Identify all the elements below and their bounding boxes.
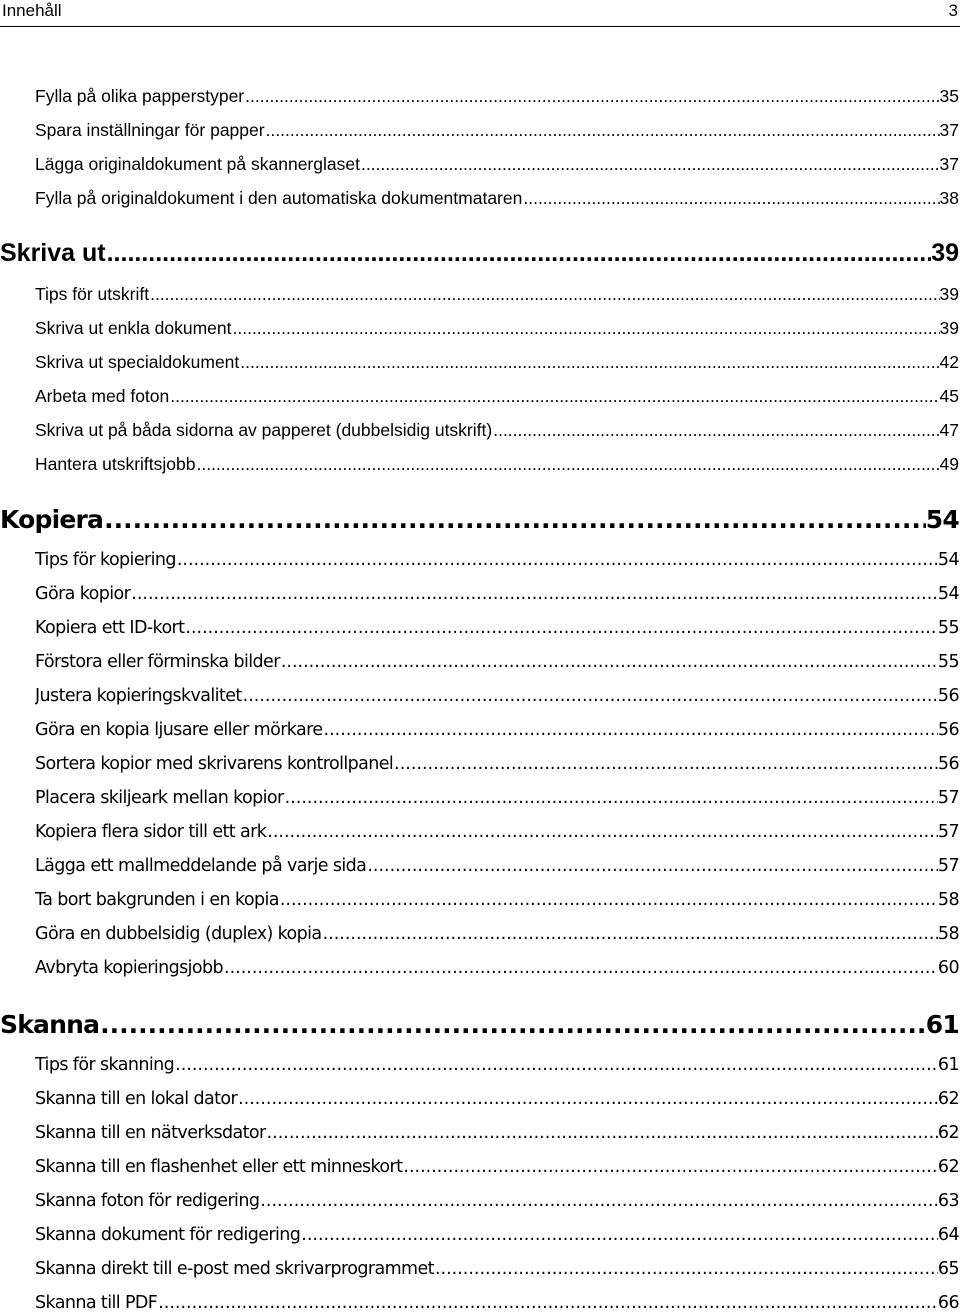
- toc-entry[interactable]: [35, 615, 959, 641]
- toc-entry[interactable]: [35, 185, 959, 211]
- toc-entry-page: 63: [937, 1191, 959, 1211]
- toc-entry[interactable]: [35, 1086, 959, 1112]
- toc-entry[interactable]: [35, 1256, 959, 1282]
- toc-entry-title: Avbryta kopieringsjobb: [35, 958, 224, 978]
- toc-chapter[interactable]: [0, 503, 959, 537]
- toc-entry-title: Arbeta med foton: [35, 386, 170, 406]
- toc-entry[interactable]: [35, 1120, 959, 1146]
- dot-leader: [169, 383, 939, 409]
- dot-leader: [149, 281, 939, 307]
- dot-leader: [360, 151, 940, 177]
- header-title: Innehåll: [2, 1, 62, 20]
- toc-entry-page: 60: [937, 958, 959, 978]
- dot-leader: [223, 955, 938, 981]
- toc-entry[interactable]: [35, 751, 959, 777]
- toc-entry[interactable]: [35, 683, 959, 709]
- toc-entry[interactable]: [35, 581, 959, 607]
- page-header: [0, 0, 960, 27]
- toc-entry-page: 57: [937, 788, 959, 808]
- toc-entry[interactable]: [35, 887, 959, 913]
- toc-entry-title: Hantera utskriftsjobb: [35, 454, 196, 474]
- dot-leader: [434, 1256, 938, 1282]
- dot-leader: [322, 921, 938, 947]
- toc-entry[interactable]: [35, 785, 959, 811]
- toc-entry-title: Fylla på olika papperstyper: [35, 86, 245, 106]
- toc-entry[interactable]: [35, 383, 959, 409]
- toc-entry-title: Spara inställningar för papper: [35, 120, 265, 140]
- toc-entry-title: Skanna direkt till e-post med skrivarprogrammet: [35, 1259, 434, 1279]
- toc-entry-title: Skanna dokument för redigering: [35, 1225, 301, 1245]
- dot-leader: [280, 649, 938, 675]
- toc-entry-title: Kopiera flera sidor till ett ark: [35, 822, 267, 842]
- toc-entry-title: Sortera kopior med skrivarens kontrollpanel: [35, 754, 394, 774]
- toc-entry[interactable]: [35, 451, 959, 477]
- dot-leader: [232, 315, 940, 341]
- toc-entry-page: 47: [939, 420, 959, 440]
- toc-entry-title: Förstora eller förminska bilder: [35, 652, 280, 672]
- dot-leader: [196, 451, 940, 477]
- toc-entry-title: Skanna foton för redigering: [35, 1191, 260, 1211]
- toc-entry-page: 39: [939, 284, 959, 304]
- dot-leader: [130, 581, 938, 607]
- header-page-number: 3: [948, 1, 958, 20]
- toc-entry-title: Tips för utskrift: [35, 284, 150, 304]
- toc-entry-title: Skanna: [0, 1010, 100, 1039]
- dot-leader: [393, 751, 938, 777]
- dot-leader: [366, 853, 938, 879]
- toc-entry-page: 42: [939, 352, 959, 372]
- toc-entry-title: Skanna till PDF: [35, 1293, 158, 1313]
- toc-entry-title: Skanna till en flashenhet eller ett minneskort: [35, 1157, 403, 1177]
- toc-entry-page: 57: [937, 822, 959, 842]
- dot-leader: [237, 1086, 938, 1112]
- toc-entry-page: 58: [937, 924, 959, 944]
- dot-leader: [522, 185, 939, 211]
- dot-leader: [103, 503, 926, 537]
- toc-entry-page: 54: [937, 550, 959, 570]
- toc-entry-page: 54: [937, 584, 959, 604]
- toc-entry[interactable]: [35, 921, 959, 947]
- toc-entry-page: 37: [939, 120, 959, 140]
- toc-entry[interactable]: [35, 1052, 959, 1078]
- dot-leader: [242, 683, 938, 709]
- dot-leader: [279, 887, 938, 913]
- toc-entry[interactable]: [35, 547, 959, 573]
- dot-leader: [176, 547, 938, 573]
- toc-entry-page: 55: [937, 618, 959, 638]
- dot-leader: [244, 83, 939, 109]
- dot-leader: [284, 785, 938, 811]
- toc-entry-title: Tips för kopiering: [35, 550, 176, 570]
- toc-entry-page: 38: [939, 188, 959, 208]
- toc-entry-title: Fylla på originaldokument i den automatiska dokumentmataren: [35, 188, 523, 208]
- toc-entry-title: Göra en kopia ljusare eller mörkare: [35, 720, 323, 740]
- toc-entry[interactable]: [35, 649, 959, 675]
- toc-entry-title: Skriva ut: [0, 239, 106, 267]
- dot-leader: [157, 1290, 938, 1316]
- dot-leader: [239, 349, 939, 375]
- toc-entry-page: 39: [939, 318, 959, 338]
- toc-entry-title: Placera skiljeark mellan kopior: [35, 788, 284, 808]
- toc-entry-title: Skriva ut enkla dokument: [35, 318, 232, 338]
- toc-entry-page: 62: [937, 1157, 959, 1177]
- dot-leader: [184, 615, 938, 641]
- dot-leader: [402, 1154, 938, 1180]
- toc-chapter[interactable]: [0, 236, 959, 270]
- toc-entry-title: Skriva ut specialdokument: [35, 352, 240, 372]
- toc-entry-title: Tips för skanning: [35, 1055, 175, 1075]
- toc-entry-title: Lägga originaldokument på skannerglaset: [35, 154, 360, 174]
- toc-entry-title: Skanna till en nätverksdator: [35, 1123, 266, 1143]
- toc-entry-page: 61: [925, 1010, 959, 1039]
- toc-entry-title: Lägga ett mallmeddelande på varje sida: [35, 856, 367, 876]
- toc-entry-page: 64: [937, 1225, 959, 1245]
- dot-leader: [259, 1188, 938, 1214]
- dot-leader: [266, 1120, 938, 1146]
- toc-entry-page: 55: [937, 652, 959, 672]
- toc-entry[interactable]: [35, 853, 959, 879]
- toc-entry[interactable]: [35, 819, 959, 845]
- toc-entry-title: Ta bort bakgrunden i en kopia: [35, 890, 279, 910]
- toc-entry-page: 61: [937, 1055, 959, 1075]
- toc-entry-page: 66: [937, 1293, 959, 1313]
- dot-leader: [300, 1222, 938, 1248]
- toc-entry-page: 57: [937, 856, 959, 876]
- toc-entry-page: 62: [937, 1089, 959, 1109]
- toc-entry[interactable]: [35, 1188, 959, 1214]
- dot-leader: [492, 417, 939, 443]
- dot-leader: [106, 236, 932, 270]
- toc-entry-page: 35: [939, 86, 959, 106]
- toc-entry-page: 54: [925, 505, 959, 534]
- toc-entry[interactable]: [35, 281, 959, 307]
- toc-entry[interactable]: [35, 1290, 959, 1316]
- dot-leader: [265, 117, 940, 143]
- toc-entry-title: Göra en dubbelsidig (duplex) kopia: [35, 924, 322, 944]
- toc-entry-title: Kopiera ett ID-kort: [35, 618, 185, 638]
- toc-entry-page: 58: [937, 890, 959, 910]
- toc-entry-title: Skriva ut på båda sidorna av papperet (dubbelsidig utskrift): [35, 420, 493, 440]
- toc-entry-title: Göra kopior: [35, 584, 131, 604]
- toc-entry-page: 49: [939, 454, 959, 474]
- toc-entry-title: Justera kopieringskvalitet: [35, 686, 242, 706]
- toc-entry[interactable]: [35, 417, 959, 443]
- toc-entry[interactable]: [35, 117, 959, 143]
- dot-leader: [99, 1008, 926, 1042]
- toc-entry-title: Kopiera: [0, 505, 104, 534]
- toc-entry-title: Skanna till en lokal dator: [35, 1089, 238, 1109]
- dot-leader: [174, 1052, 938, 1078]
- toc-entry[interactable]: [35, 1154, 959, 1180]
- toc-entry-page: 65: [937, 1259, 959, 1279]
- toc-entry-page: 56: [937, 686, 959, 706]
- toc-entry[interactable]: [35, 315, 959, 341]
- toc-entry-page: 62: [937, 1123, 959, 1143]
- toc-entry[interactable]: [35, 955, 959, 981]
- toc-entry[interactable]: [35, 717, 959, 743]
- dot-leader: [266, 819, 938, 845]
- toc-entry[interactable]: [35, 1222, 959, 1248]
- toc-entry[interactable]: [35, 151, 959, 177]
- toc-entry-page: 37: [939, 154, 959, 174]
- toc-entry[interactable]: [35, 83, 959, 109]
- dot-leader: [323, 717, 938, 743]
- toc-chapter[interactable]: [0, 1008, 959, 1042]
- toc-entry-page: 56: [937, 754, 959, 774]
- toc-entry-page: 45: [939, 386, 959, 406]
- toc-entry-page: 39: [931, 239, 959, 267]
- toc-entry-page: 56: [937, 720, 959, 740]
- toc-entry[interactable]: [35, 349, 959, 375]
